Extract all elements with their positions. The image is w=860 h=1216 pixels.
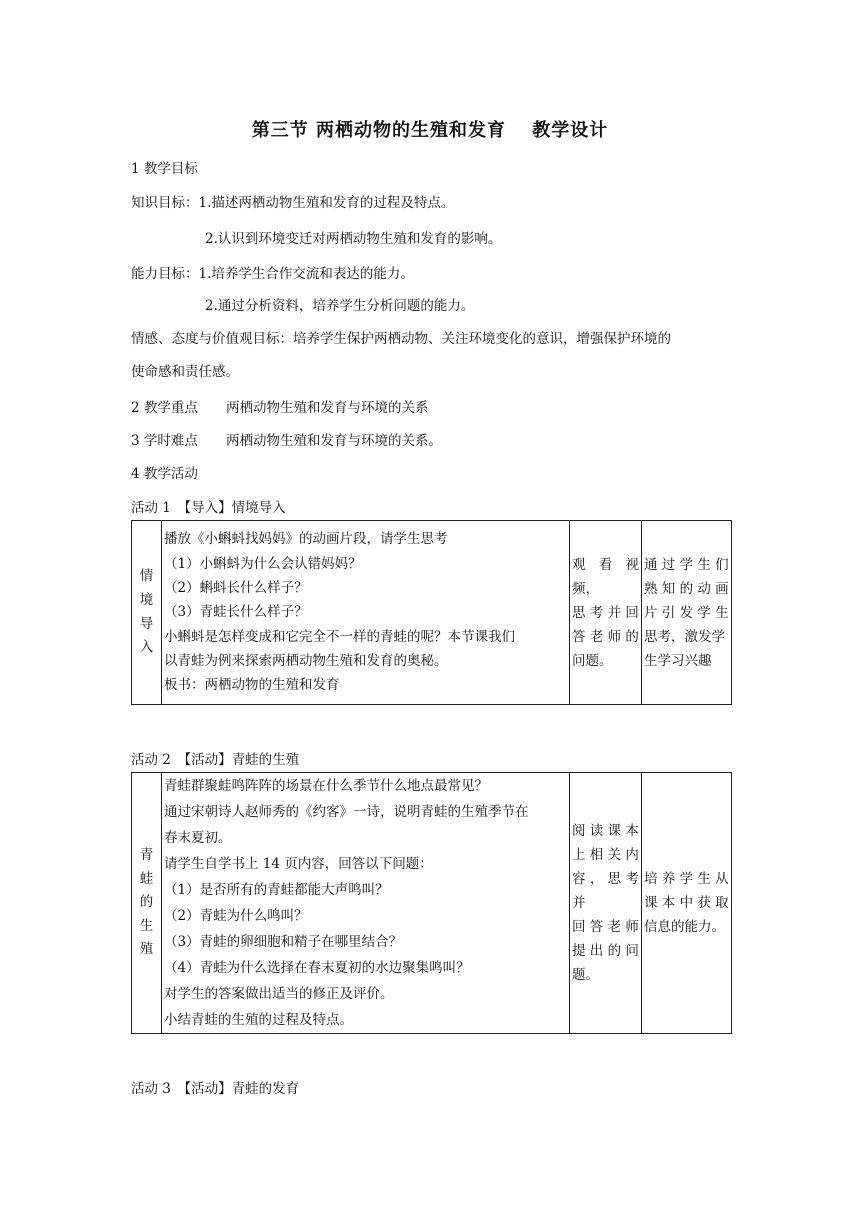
activity-2-stage: 青 蛙 的 生 殖 bbox=[132, 773, 162, 1034]
key-point-text: 两栖动物生殖和发育与环境的关系 bbox=[226, 400, 429, 416]
activity-2-purpose: 培 养 学 生 从 课 本 中 获 取 信息的能力。 bbox=[642, 773, 732, 1034]
difficulty bbox=[131, 429, 442, 449]
activity-3-heading: 活动 3 【活动】青蛙的发育 bbox=[131, 1081, 300, 1097]
activity-2-content: 青蛙群聚蛙鸣阵阵的场景在什么季节什么地点最常见？ 通过宋朝诗人赵师秀的《约客》一诗，说明青蛙的生殖季节在 春末夏初。 请学生自学书上 14 页内容，回答以下问题： （1）是否所有的青蛙都能大声鸣叫？ （2）青蛙为什么鸣叫？ （3）青蛙的卵细胞和精子在哪里结合？ （4）青蛙为什么选择在春末夏初的水边聚集鸣叫？ 对学生的答案做出适当的修正及评价。 小结青蛙的生殖的过程及特点。 bbox=[162, 773, 570, 1034]
ability-goal-item: 1.培养学生合作交流和表达的能力。 bbox=[198, 266, 414, 282]
activity-1-purpose: 通 过 学 生 们 熟 知 的 动 画 片 引 发 学 生 思考，激发学 生学习兴趣 bbox=[642, 521, 732, 705]
activity-1-heading: 活动 1 【导入】情境导入 bbox=[131, 500, 286, 516]
ability-goal-2: 2.通过分析资料，培养学生分析问题的能力。 bbox=[205, 298, 475, 314]
activity-1-stage: 情 境 导 入 bbox=[132, 521, 162, 705]
knowledge-goal-1 bbox=[131, 191, 454, 211]
ability-goal-label: 能力目标： bbox=[131, 266, 199, 282]
page-title: 第三节 两栖动物的生殖和发育 教学设计 bbox=[251, 120, 609, 141]
knowledge-goal-label: 知识目标： bbox=[131, 195, 199, 211]
difficulty-label: 3 学时难点 bbox=[131, 433, 198, 449]
key-point bbox=[131, 396, 429, 416]
activity-2-student-activity: 阅 读 课 本 上 相 关 内 容，思考并 回 答 老 师 提 出 的 问 题。 bbox=[570, 773, 642, 1034]
activity-1-content: 播放《小蝌蚪找妈妈》的动画片段，请学生思考 （1）小蝌蚪为什么会认错妈妈？ （2）蝌蚪长什么样子？ （3）青蛙长什么样子？ 小蝌蚪是怎样变成和它完全不一样的青蛙的呢？本节课我们 以青蛙为例来探索两栖动物生殖和发育的奥秘。 板书：两栖动物的生殖和发育 bbox=[162, 521, 570, 705]
section-heading-objectives: 1 教学目标 bbox=[131, 161, 198, 177]
key-point-label: 2 教学重点 bbox=[131, 400, 198, 416]
knowledge-goal-item: 1.描述两栖动物生殖和发育的过程及特点。 bbox=[198, 195, 455, 211]
difficulty-text: 两栖动物生殖和发育与环境的关系。 bbox=[226, 433, 442, 449]
activity-1-student-activity: 观看视频， 思 考 并 回 答 老 师 的 问题。 bbox=[570, 521, 642, 705]
ability-goal-1 bbox=[131, 262, 414, 282]
section-heading-activities: 4 教学活动 bbox=[131, 466, 198, 482]
activity-2-table bbox=[131, 772, 732, 1034]
activity-1-table bbox=[131, 520, 732, 705]
emotion-goal-line-2: 使命感和责任感。 bbox=[131, 364, 239, 380]
activity-2-heading: 活动 2 【活动】青蛙的生殖 bbox=[131, 752, 300, 768]
knowledge-goal-2: 2.认识到环境变迁对两栖动物生殖和发育的影响。 bbox=[205, 231, 502, 247]
emotion-goal-line-1: 情感、态度与价值观目标：培养学生保护两栖动物、关注环境变化的意识，增强保护环境的 bbox=[131, 331, 671, 347]
